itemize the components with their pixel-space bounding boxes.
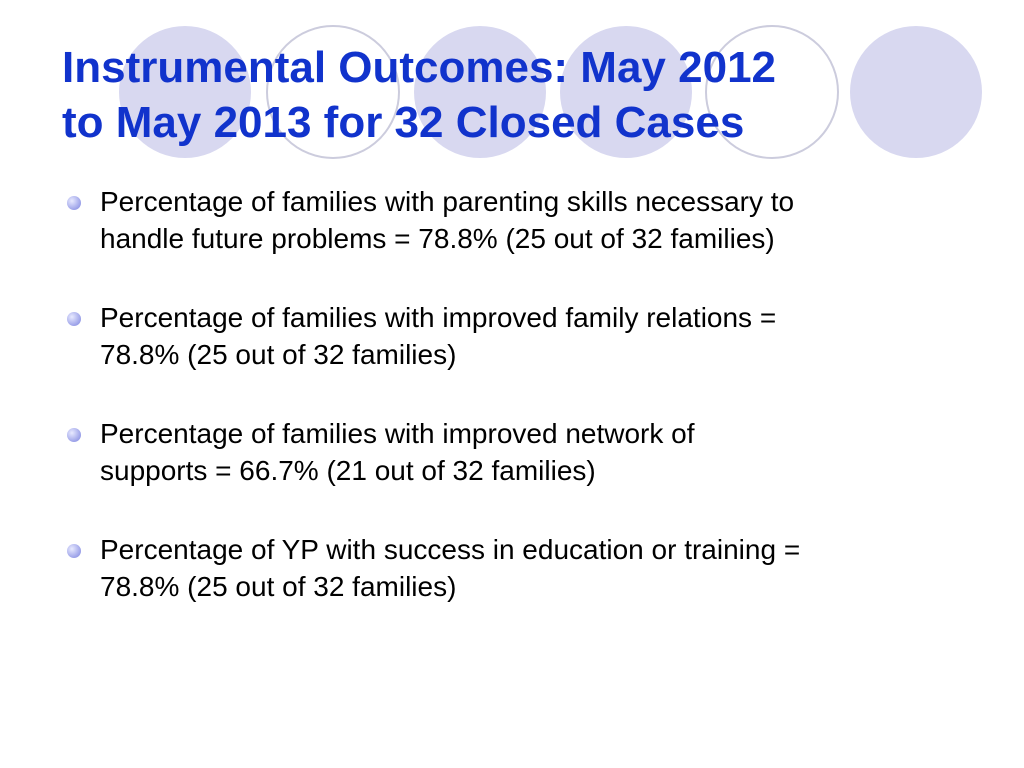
- bullet-dot-icon: [66, 427, 82, 443]
- list-item: [62, 415, 982, 489]
- bullet-dot-icon: [66, 543, 82, 559]
- bullet-list: [62, 183, 982, 647]
- list-item: [62, 183, 982, 257]
- bullet-text: Percentage of families with improved network of supports = 66.7% (21 out of 32 families): [100, 418, 695, 486]
- bullet-dot-icon: [66, 311, 82, 327]
- list-item: [62, 299, 982, 373]
- bullet-text: Percentage of YP with success in education or training = 78.8% (25 out of 32 families): [100, 534, 801, 602]
- slide-title: Instrumental Outcomes: May 2012 to May 2013 for 32 Closed Cases: [62, 43, 777, 147]
- list-item: [62, 531, 982, 605]
- bullet-dot-icon: [66, 195, 82, 211]
- bullet-text: Percentage of families with improved family relations = 78.8% (25 out of 32 families): [100, 302, 777, 370]
- bullet-text: Percentage of families with parenting skills necessary to handle future problems = 78.8% (25 out of 32 families): [100, 186, 795, 254]
